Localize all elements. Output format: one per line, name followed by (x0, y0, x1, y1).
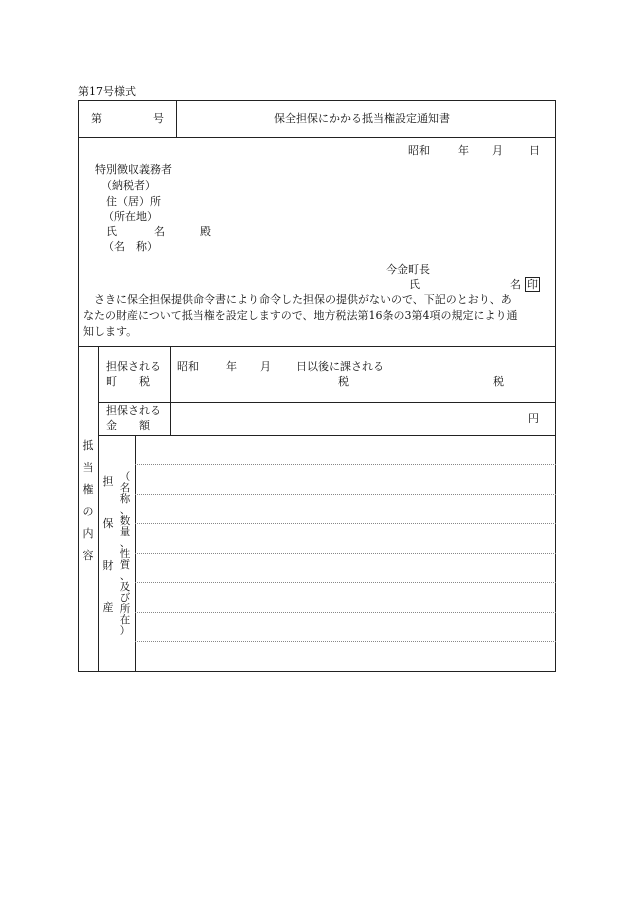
row1-bottom-line (98, 402, 556, 403)
issuer-name-a: 氏 (409, 278, 420, 291)
body-line-3: 知します。 (83, 325, 138, 338)
secured-tax-label-2: 町 税 (106, 375, 150, 388)
secured-amount-label-2: 金 額 (106, 419, 150, 432)
addressee-honorific: 殿 (200, 225, 211, 238)
body-line-1: さきに保全担保提供命令書により命令した担保の提供がないので、下記のとおり、あ (83, 293, 512, 306)
addressee-title: 特別徴収義務者 (95, 163, 172, 176)
date-day: 日 (529, 144, 540, 157)
writing-line (135, 641, 556, 642)
outer-label-divider (98, 346, 99, 672)
tax-month: 月 (260, 360, 271, 373)
addressee-name-a: 氏 (106, 225, 117, 238)
addressee-address-label: 住（居）所 (106, 195, 161, 208)
writing-line (135, 553, 556, 554)
writing-line (135, 523, 556, 524)
field-label-divider (170, 346, 171, 435)
secured-amount-label-1: 担保される (106, 404, 161, 417)
table-top-line (78, 346, 556, 347)
addressee-location-label: （所在地） (103, 210, 158, 223)
property-description-note: （ 名 称 、 数 量 、 性 質 、 及 び 所 在 ） (119, 471, 131, 637)
addressee-taxpayer: （納税者） (101, 179, 156, 192)
body-line-2: なたの財産について抵当権を設定しますので、地方税法第16条の3第4項の規定により通 (83, 309, 518, 322)
number-char-2: 号 (153, 112, 164, 125)
header-divider (176, 100, 177, 137)
date-era: 昭和 (408, 144, 430, 157)
writing-line (135, 612, 556, 613)
writing-line (135, 582, 556, 583)
tax-era: 昭和 (177, 360, 199, 373)
tax-day-text: 日以後に課される (296, 360, 384, 373)
writing-line (135, 464, 556, 465)
document-title: 保全担保にかかる抵当権設定通知書 (274, 112, 450, 125)
mortgage-contents-label: 抵 当 権 の 内 容 (82, 439, 94, 562)
seal-mark: 印 (527, 278, 538, 291)
amount-unit: 円 (528, 412, 539, 425)
row2-bottom-line (98, 435, 556, 436)
header-bottom-line (78, 137, 556, 138)
secured-tax-label-1: 担保される (106, 360, 161, 373)
form-number: 第17号様式 (78, 85, 136, 98)
date-year: 年 (458, 144, 469, 157)
addressee-name-b: 名 (154, 225, 165, 238)
tax-suffix-1: 税 (338, 375, 349, 388)
issuer-name-b: 名 (510, 278, 521, 291)
addressee-corp-name-label: （名 称） (103, 240, 158, 253)
tax-suffix-2: 税 (493, 375, 504, 388)
writing-line (135, 494, 556, 495)
issuer-title: 今金町長 (386, 263, 430, 276)
tax-year: 年 (226, 360, 237, 373)
date-month: 月 (492, 144, 503, 157)
number-char-1: 第 (91, 112, 102, 125)
secured-property-label: 担 保 財 産 (102, 475, 114, 614)
